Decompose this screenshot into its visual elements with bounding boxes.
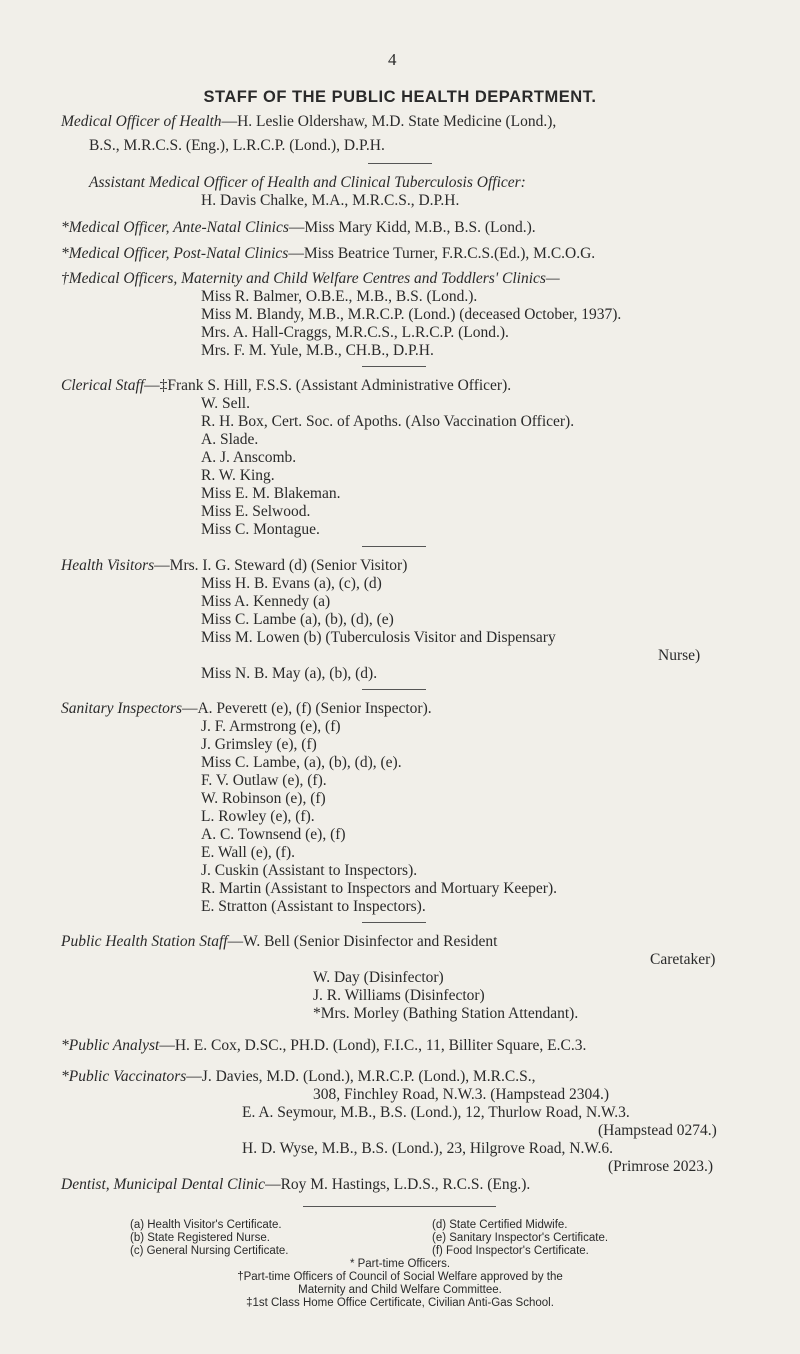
health-visitor-line: Miss N. B. May (a), (b), (d). [201,665,378,682]
sanitary-line: J. Grimsley (e), (f) [201,736,317,753]
station-cont: Caretaker) [650,951,716,968]
divider [362,689,426,690]
vaccinators-first: —J. Davies, M.D. (Lond.), M.R.C.P. (Lond.), M.R.C.S., [186,1068,536,1085]
moh-line2: B.S., M.R.C.S. (Eng.), L.R.C.P. (Lond.), D.P.H. [89,137,385,154]
divider [362,922,426,923]
footnote-dagger: †Part-time Officers of Council of Social Welfare approved by the [237,1271,563,1283]
footnote-f: (f) Food Inspector's Certificate. [432,1245,589,1257]
sanitary-line: F. V. Outlaw (e), (f). [201,772,327,789]
station-line: J. R. Williams (Disinfector) [313,987,485,1004]
maternity-line: Mrs. A. Hall-Craggs, M.R.C.S., L.R.C.P. (Lond.). [201,324,509,341]
sanitary-line: W. Robinson (e), (f) [201,790,326,807]
analyst-entry [61,1037,586,1055]
sanitary-label: Sanitary Inspectors [61,700,182,717]
clerical-label: Clerical Staff [61,377,145,394]
health-visitor-line: Miss M. Lowen (b) (Tuberculosis Visitor and Dispensary [201,629,556,646]
vaccinators-line: 308, Finchley Road, N.W.3. (Hampstead 2304.) [313,1086,610,1103]
health-visitor-line: Miss A. Kennedy (a) [201,593,331,610]
moh-entry [61,113,556,131]
maternity-line: Mrs. F. M. Yule, M.B., CH.B., D.P.H. [201,342,434,359]
antenatal-entry [61,219,536,237]
antenatal-label: *Medical Officer, Ante-Natal Clinics [61,219,289,236]
health-visitors-entry [61,557,407,575]
clerical-line: W. Sell. [201,395,250,412]
station-first: —W. Bell (Senior Disinfector and Resident [227,933,498,950]
maternity-label: †Medical Officers, Maternity and Child Welfare Centres and Toddlers' Clinics— [61,270,560,287]
dentist-entry [61,1176,530,1194]
divider [368,163,432,164]
health-visitors-label: Health Visitors [61,557,155,574]
vaccinators-line: (Hampstead 0274.) [598,1122,717,1139]
vaccinators-line: (Primrose 2023.) [608,1158,714,1175]
footnote-e: (e) Sanitary Inspector's Certificate. [432,1232,609,1244]
vaccinators-line: E. A. Seymour, M.B., B.S. (Lond.), 12, Thurlow Road, N.W.3. [242,1104,630,1121]
sanitary-line: J. F. Armstrong (e), (f) [201,718,341,735]
sanitary-first: —A. Peverett (e), (f) (Senior Inspector). [181,700,432,717]
health-visitor-cont: Nurse) [658,647,701,664]
footnote-divider [303,1206,496,1207]
clerical-first: —‡Frank S. Hill, F.S.S. (Assistant Administrative Officer). [144,377,512,394]
divider [362,366,426,367]
clerical-line: A. J. Anscomb. [201,449,297,466]
station-line: *Mrs. Morley (Bathing Station Attendant). [313,1005,579,1022]
analyst-text: —H. E. Cox, D.SC., PH.D. (Lond), F.I.C., 11, Billiter Square, E.C.3. [159,1037,587,1054]
assistant-moh-line: H. Davis Chalke, M.A., M.R.C.S., D.P.H. [201,192,460,209]
station-label: Public Health Station Staff [61,933,228,950]
health-visitor-line: Miss C. Lambe (a), (b), (d), (e) [201,611,394,628]
page-number: 4 [388,50,397,69]
dentist-text: —Roy M. Hastings, L.D.S., R.C.S. (Eng.). [265,1176,531,1193]
station-entry [61,933,497,951]
divider [362,546,426,547]
sanitary-line: A. C. Townsend (e), (f) [201,826,346,843]
moh-line1: —H. Leslie Oldershaw, M.D. State Medicine (Lond.), [221,113,557,130]
maternity-line: Miss M. Blandy, M.B., M.R.C.P. (Lond.) (deceased October, 1937). [201,306,622,323]
clerical-line: Miss E. M. Blakeman. [201,485,341,502]
clerical-entry [61,377,511,395]
health-visitor-line: Miss H. B. Evans (a), (c), (d) [201,575,382,592]
footnote-c: (c) General Nursing Certificate. [130,1245,289,1257]
footnote-b: (b) State Registered Nurse. [130,1232,270,1244]
vaccinators-entry [61,1068,535,1086]
page-title: STAFF OF THE PUBLIC HEALTH DEPARTMENT. [203,88,597,106]
station-line: W. Day (Disinfector) [313,969,444,986]
clerical-line: A. Slade. [201,431,259,448]
sanitary-line: L. Rowley (e), (f). [201,808,315,825]
analyst-label: *Public Analyst [61,1037,160,1054]
dentist-label: Dentist, Municipal Dental Clinic [61,1176,266,1193]
footnote-d: (d) State Certified Midwife. [432,1219,568,1231]
sanitary-line: E. Wall (e), (f). [201,844,296,861]
vaccinators-line: H. D. Wyse, M.B., B.S. (Lond.), 23, Hilgrove Road, N.W.6. [242,1140,614,1157]
clerical-line: R. W. King. [201,467,275,484]
clerical-line: Miss C. Montague. [201,521,320,538]
sanitary-line: Miss C. Lambe, (a), (b), (d), (e). [201,754,402,771]
health-visitors-first: —Mrs. I. G. Steward (d) (Senior Visitor) [154,557,408,574]
antenatal-text: —Miss Mary Kidd, M.B., B.S. (Lond.). [288,219,536,236]
sanitary-line: E. Stratton (Assistant to Inspectors). [201,898,426,915]
vaccinators-label: *Public Vaccinators [61,1068,187,1085]
postnatal-label: *Medical Officer, Post-Natal Clinics [61,245,289,262]
assistant-moh-label: Assistant Medical Officer of Health and Clinical Tuberculosis Officer: [89,174,526,191]
maternity-line: Miss R. Balmer, O.B.E., M.B., B.S. (Lond.). [201,288,478,305]
postnatal-text: —Miss Beatrice Turner, F.R.C.S.(Ed.), M.C.O.G. [288,245,596,262]
footnote-double-dagger: ‡1st Class Home Office Certificate, Civilian Anti-Gas School. [246,1297,554,1309]
clerical-line: R. H. Box, Cert. Soc. of Apoths. (Also Vaccination Officer). [201,413,575,430]
clerical-line: Miss E. Selwood. [201,503,311,520]
footnote-dagger-cont: Maternity and Child Welfare Committee. [298,1284,502,1296]
footnote-a: (a) Health Visitor's Certificate. [130,1219,282,1231]
postnatal-entry [61,245,595,263]
sanitary-line: J. Cuskin (Assistant to Inspectors). [201,862,418,879]
footnote-star: * Part-time Officers. [349,1258,451,1270]
sanitary-entry [61,700,432,718]
moh-label: Medical Officer of Health [61,113,222,130]
sanitary-line: R. Martin (Assistant to Inspectors and Mortuary Keeper). [201,880,557,897]
